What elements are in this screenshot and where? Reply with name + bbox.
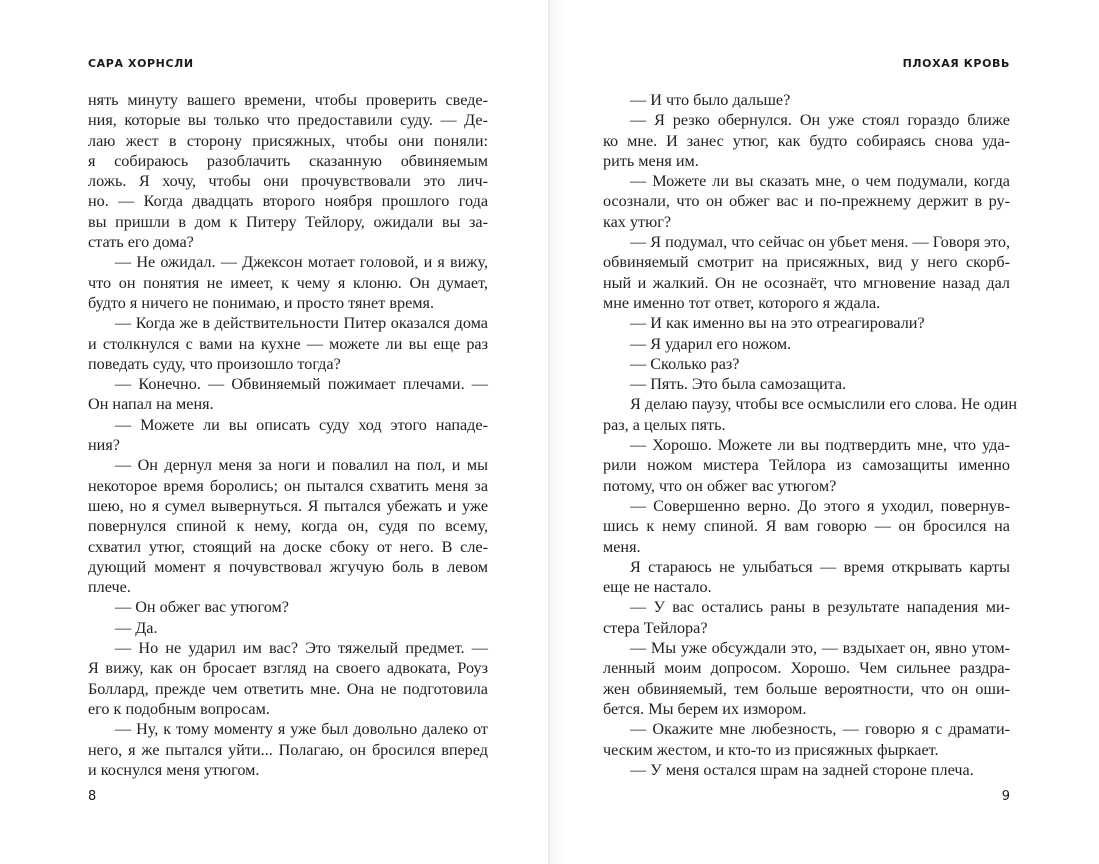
page-body-text	[88, 90, 488, 780]
text-line: — У вас остались раны в результате нападения ми-	[630, 598, 1010, 617]
text-line: ный и жалкий. Он не осознаёт, что мгновение назад дал	[603, 273, 1010, 292]
text-line: — Окажите мне любезность, — говорю я с драмати-	[630, 720, 1010, 739]
text-line: некоторое время боролись; он пытался схватить меня за	[88, 476, 488, 495]
text-line: раз, а целых пять.	[603, 415, 726, 434]
paragraph	[603, 374, 1010, 394]
text-line: — Но не ударил им вас? Это тяжелый предмет. —	[115, 639, 488, 658]
right-page	[550, 0, 1099, 864]
text-line: — Он обжег вас утюгом?	[115, 598, 289, 617]
paragraph	[603, 435, 1010, 496]
paragraph	[603, 760, 1010, 780]
text-line: меня.	[603, 537, 641, 556]
text-line: я собираюсь разоблачить сказанную обвиняемым	[88, 151, 488, 170]
page-body-text	[603, 90, 1018, 780]
text-line: ческим жестом, и кто-то из присяжных фыркает.	[603, 740, 939, 759]
text-line: Боллард, прежде чем ответить мне. Она не подготовила	[88, 679, 488, 698]
text-line: — Совершенно верно. До этого я уходил, повернув-	[630, 496, 1010, 515]
text-line: — Не ожидал. — Джексон мотает головой, и я вижу,	[115, 253, 488, 272]
text-line: — Конечно. — Обвиняемый пожимает плечами. —	[115, 375, 488, 394]
text-line: осознали, что он обжег вас и по-прежнему держит в ру-	[603, 192, 1010, 211]
text-line: шись к нему спиной. Я вам говорю — он бросился на	[603, 517, 1010, 536]
text-line: — Ну, к тому моменту я уже был довольно далеко от	[115, 720, 488, 739]
text-line: ния?	[88, 436, 120, 455]
paragraph	[88, 252, 488, 313]
paragraph	[88, 415, 488, 456]
paragraph	[88, 638, 488, 719]
text-line: потому, что он обжег вас утюгом?	[603, 476, 837, 495]
text-line: — Я резко обернулся. Он уже стоял гораздо ближе	[630, 111, 1010, 130]
text-line: его к подобным вопросам.	[88, 699, 270, 718]
text-line: шею, но я сумел вывернуться. Я пытался убежать и уже	[88, 496, 488, 515]
text-line: — И что было дальше?	[630, 91, 791, 109]
text-line: и столкнулся с вами на кухне — можете ли вы еще раз	[88, 334, 488, 353]
text-line: — Я подумал, что сейчас он убьет меня. — Говоря это,	[630, 233, 1010, 252]
paragraph	[603, 719, 1010, 760]
left-page	[0, 0, 549, 864]
text-line: обвиняемый смотрит на присяжных, вид у него скорб-	[603, 253, 1010, 272]
text-line: — Да.	[115, 618, 158, 637]
text-line: но. — Когда двадцать второго ноября прошлого года	[88, 192, 488, 211]
text-line: Он напал на меня.	[88, 395, 214, 414]
paragraph	[88, 455, 488, 597]
text-line: ложь. Я хочу, чтобы они прочувствовали это лич-	[88, 172, 488, 191]
text-line: — Он дернул меня за ноги и повалил на пол, и мы	[115, 456, 488, 475]
paragraph	[603, 597, 1010, 638]
text-line: него, я же пытался уйти... Полагаю, он бросился вперед	[88, 740, 488, 759]
text-line: вы пришли в дом к Питеру Тейлору, ожидали вы за-	[88, 212, 488, 231]
text-line: дующий момент я почувствовал жгучую боль в левом	[88, 557, 488, 576]
paragraph	[603, 313, 1010, 333]
text-line: ко мне. И занес утюг, как будто собираясь снова уда-	[603, 131, 1010, 150]
text-line: — Можете ли вы сказать мне, о чем подумали, когда	[630, 172, 1010, 191]
text-line: плече.	[88, 578, 131, 597]
text-line: ках утюг?	[603, 212, 672, 231]
text-line: ния, которые вы только что предоставили суду. — Де-	[88, 111, 488, 130]
paragraph	[88, 719, 488, 780]
paragraph	[603, 90, 1010, 110]
paragraph	[603, 496, 1010, 557]
text-line: — Пять. Это была самозащита.	[630, 375, 847, 394]
text-line: — Сколько раз?	[630, 354, 740, 373]
page-number: 9	[1001, 789, 1010, 804]
text-line: Я делаю паузу, чтобы все осмыслили его слова. Не один	[630, 395, 1018, 414]
running-header-author: САРА ХОРНСЛИ	[88, 57, 194, 70]
paragraph	[88, 313, 488, 374]
running-header-title: ПЛОХАЯ КРОВЬ	[902, 57, 1010, 70]
paragraph	[603, 110, 1010, 171]
text-line: — Я ударил его ножом.	[630, 334, 792, 353]
text-line: — Когда же в действительности Питер оказался дома	[115, 314, 488, 333]
page-number: 8	[88, 789, 97, 804]
text-line: Я стараюсь не улыбаться — время открывать карты	[630, 557, 1010, 576]
paragraph	[88, 90, 488, 252]
paragraph	[603, 557, 1010, 598]
text-line: и коснулся меня утюгом.	[88, 760, 260, 779]
text-line: бется. Мы берем их измором.	[603, 699, 807, 718]
text-line: повернулся спиной к нему, когда он, судя по всему,	[88, 517, 488, 536]
paragraph	[603, 638, 1010, 719]
text-line: лаю жест в сторону присяжных, чтобы они поняли:	[88, 131, 488, 150]
text-line: Я вижу, как он бросает взгляд на своего адвоката, Роуз	[88, 659, 488, 678]
text-line: стера Тейлора?	[603, 618, 708, 637]
paragraph	[603, 334, 1010, 354]
paragraph	[88, 618, 488, 638]
paragraph	[603, 232, 1010, 313]
paragraph	[603, 354, 1010, 374]
text-line: ленный моим допросом. Хорошо. Чем сильнее раздра-	[603, 659, 1010, 678]
text-line: жен обвиняемый, тем больше вероятности, что он оши-	[603, 679, 1010, 698]
text-line: — Можете ли вы описать суду ход этого нападе-	[115, 415, 488, 434]
paragraph	[88, 374, 488, 415]
text-line: — У меня остался шрам на задней стороне плеча.	[630, 760, 974, 779]
text-line: еще не настало.	[603, 578, 712, 597]
text-line: рили ножом мистера Тейлора из самозащиты именно	[603, 456, 1010, 475]
text-line: — Мы уже обсуждали это, — вздыхает он, явно утом-	[630, 639, 1010, 658]
paragraph	[88, 597, 488, 617]
text-line: мне именно тот ответ, которого я ждала.	[603, 293, 881, 312]
paragraph	[603, 171, 1010, 232]
text-line: рить меня им.	[603, 151, 699, 170]
text-line: схватил утюг, стоящий на доске сбоку от него. В сле-	[88, 537, 488, 556]
paragraph	[603, 394, 1018, 435]
text-line: — Хорошо. Можете ли вы подтвердить мне, что уда-	[630, 436, 1010, 455]
text-line: стать его дома?	[88, 233, 194, 252]
text-line: нять минуту вашего времени, чтобы проверить сведе-	[88, 91, 488, 109]
text-line: — И как именно вы на это отреагировали?	[630, 314, 925, 333]
text-line: что он понятия не имеет, к чему я клоню. Он думает,	[88, 273, 488, 292]
text-line: будто я ничего не понимаю, и просто тянет время.	[88, 293, 435, 312]
text-line: поведать суду, что произошло тогда?	[88, 354, 341, 373]
